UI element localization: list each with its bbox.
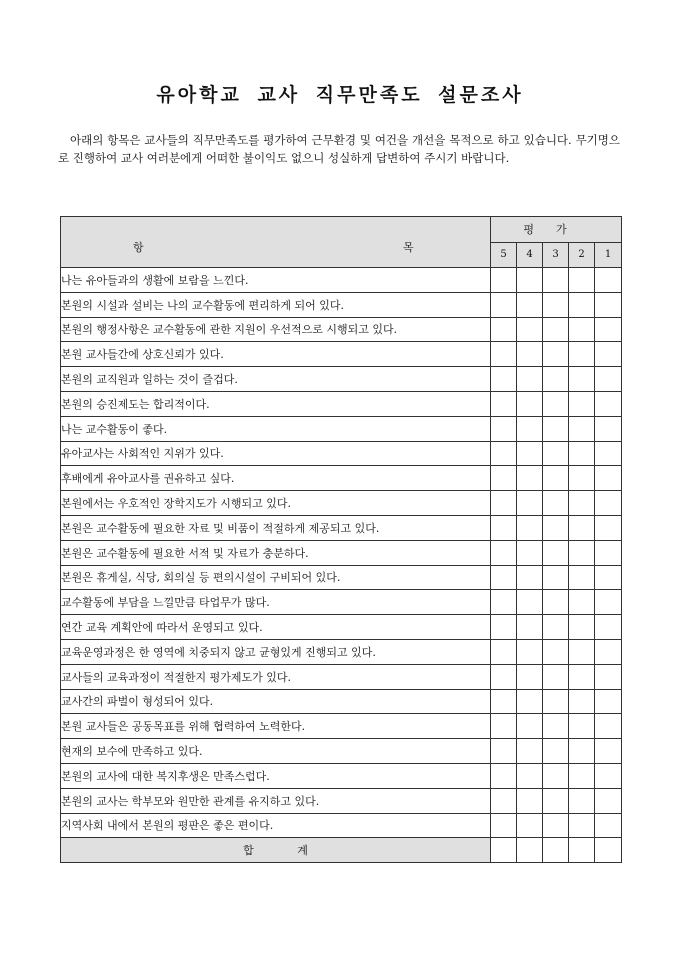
rating-box-1[interactable] — [595, 342, 622, 367]
rating-box-4[interactable] — [517, 565, 543, 590]
item-statement: 연간 교육 계획안에 따라서 운영되고 있다. — [61, 615, 491, 640]
rating-box-5[interactable] — [491, 292, 517, 317]
rating-box-2[interactable] — [569, 565, 595, 590]
survey-table — [60, 216, 622, 863]
rating-box-2[interactable] — [569, 540, 595, 565]
rating-box-2[interactable] — [569, 714, 595, 739]
rating-box-3[interactable] — [543, 441, 569, 466]
rating-box-5[interactable] — [491, 342, 517, 367]
rating-box-4[interactable] — [517, 788, 543, 813]
score-header-1: 1 — [595, 242, 622, 268]
rating-box-4[interactable] — [517, 292, 543, 317]
rating-box-2[interactable] — [569, 615, 595, 640]
rating-box-3[interactable] — [543, 540, 569, 565]
rating-box-2[interactable] — [569, 763, 595, 788]
intro-paragraph: 아래의 항목은 교사들의 직무만족도를 평가하여 근무환경 및 여건을 개선을 목적으로 하고 있습니다. 무기명으로 진행하여 교사 여러분에게 어떠한 불이익도 없으니 성실하게 답변하여 주시기 바랍니다. — [58, 133, 620, 165]
rating-box-5[interactable] — [491, 466, 517, 491]
rating-box-1[interactable] — [595, 689, 622, 714]
score-header-3: 3 — [543, 242, 569, 268]
rating-box-5[interactable] — [491, 441, 517, 466]
rating-box-4[interactable] — [517, 739, 543, 764]
rating-box-2[interactable] — [569, 739, 595, 764]
rating-box-3[interactable] — [543, 367, 569, 392]
total-box-3 — [543, 838, 569, 863]
rating-box-4[interactable] — [517, 763, 543, 788]
rating-box-1[interactable] — [595, 615, 622, 640]
rating-box-1[interactable] — [595, 788, 622, 813]
item-statement: 본원 교사들은 공동목표를 위해 협력하여 노력한다. — [61, 714, 491, 739]
rating-box-5[interactable] — [491, 565, 517, 590]
total-row — [61, 838, 622, 863]
table-row — [61, 491, 622, 516]
item-statement: 나는 유아들과의 생활에 보람을 느낀다. — [61, 268, 491, 293]
item-statement: 지역사회 내에서 본원의 평판은 좋은 편이다. — [61, 813, 491, 838]
table-row — [61, 391, 622, 416]
total-box-1 — [595, 838, 622, 863]
score-header-2: 2 — [569, 242, 595, 268]
rating-box-4[interactable] — [517, 664, 543, 689]
table-row — [61, 416, 622, 441]
rating-box-1[interactable] — [595, 664, 622, 689]
rating-box-5[interactable] — [491, 268, 517, 293]
table-row — [61, 317, 622, 342]
rating-box-2[interactable] — [569, 491, 595, 516]
rating-box-3[interactable] — [543, 763, 569, 788]
item-statement: 본원의 교직원과 일하는 것이 즐겁다. — [61, 367, 491, 392]
rating-box-5[interactable] — [491, 391, 517, 416]
page-title: 유아학교 교사 직무만족도 설문조사 — [156, 84, 524, 106]
rating-box-2[interactable] — [569, 466, 595, 491]
rating-box-5[interactable] — [491, 739, 517, 764]
rating-box-2[interactable] — [569, 813, 595, 838]
rating-box-4[interactable] — [517, 391, 543, 416]
rating-box-5[interactable] — [491, 540, 517, 565]
table-row — [61, 268, 622, 293]
header-item-right: 목 — [403, 240, 414, 254]
rating-box-5[interactable] — [491, 590, 517, 615]
rating-box-5[interactable] — [491, 788, 517, 813]
rating-box-5[interactable] — [491, 317, 517, 342]
rating-box-4[interactable] — [517, 416, 543, 441]
rating-box-4[interactable] — [517, 615, 543, 640]
rating-box-1[interactable] — [595, 292, 622, 317]
rating-box-3[interactable] — [543, 565, 569, 590]
table-row — [61, 540, 622, 565]
rating-box-2[interactable] — [569, 342, 595, 367]
rating-box-2[interactable] — [569, 515, 595, 540]
score-header-4: 4 — [517, 242, 543, 268]
rating-box-3[interactable] — [543, 515, 569, 540]
rating-box-3[interactable] — [543, 813, 569, 838]
table-row — [61, 714, 622, 739]
rating-box-5[interactable] — [491, 714, 517, 739]
item-statement: 본원은 휴게실, 식당, 회의실 등 편의시설이 구비되어 있다. — [61, 565, 491, 590]
rating-box-2[interactable] — [569, 292, 595, 317]
item-statement: 교육운영과정은 한 영역에 치중되지 않고 균형있게 진행되고 있다. — [61, 639, 491, 664]
item-statement: 교수활동에 부담을 느낄만큼 타업무가 많다. — [61, 590, 491, 615]
rating-box-5[interactable] — [491, 491, 517, 516]
rating-box-1[interactable] — [595, 268, 622, 293]
item-statement: 본원은 교수활동에 필요한 자료 및 비품이 적절하게 제공되고 있다. — [61, 515, 491, 540]
item-statement: 현재의 보수에 만족하고 있다. — [61, 739, 491, 764]
rating-box-5[interactable] — [491, 689, 517, 714]
rating-box-1[interactable] — [595, 367, 622, 392]
rating-box-4[interactable] — [517, 466, 543, 491]
table-row — [61, 342, 622, 367]
item-statement: 본원의 시설과 설비는 나의 교수활동에 편리하게 되어 있다. — [61, 292, 491, 317]
rating-box-5[interactable] — [491, 615, 517, 640]
total-box-4 — [517, 838, 543, 863]
rating-box-1[interactable] — [595, 491, 622, 516]
rating-box-4[interactable] — [517, 540, 543, 565]
item-statement: 본원의 행정사항은 교수활동에 관한 지원이 우선적으로 시행되고 있다. — [61, 317, 491, 342]
table-row — [61, 639, 622, 664]
rating-box-5[interactable] — [491, 763, 517, 788]
rating-box-1[interactable] — [595, 391, 622, 416]
table-row — [61, 763, 622, 788]
rating-box-3[interactable] — [543, 788, 569, 813]
rating-box-1[interactable] — [595, 714, 622, 739]
total-box-2 — [569, 838, 595, 863]
rating-box-2[interactable] — [569, 441, 595, 466]
item-statement: 본원은 교수활동에 필요한 서적 및 자료가 충분하다. — [61, 540, 491, 565]
item-statement: 후배에게 유아교사를 권유하고 싶다. — [61, 466, 491, 491]
table-row — [61, 565, 622, 590]
rating-box-3[interactable] — [543, 491, 569, 516]
rating-box-3[interactable] — [543, 268, 569, 293]
item-statement: 본원 교사들간에 상호신뢰가 있다. — [61, 342, 491, 367]
item-statement: 본원에서는 우호적인 장학지도가 시행되고 있다. — [61, 491, 491, 516]
rating-box-2[interactable] — [569, 416, 595, 441]
total-label: 합 계 — [61, 838, 491, 863]
rating-box-5[interactable] — [491, 664, 517, 689]
table-row — [61, 788, 622, 813]
rating-box-2[interactable] — [569, 391, 595, 416]
rating-box-3[interactable] — [543, 342, 569, 367]
rating-box-3[interactable] — [543, 714, 569, 739]
rating-box-2[interactable] — [569, 639, 595, 664]
table-row — [61, 590, 622, 615]
rating-box-2[interactable] — [569, 788, 595, 813]
rating-box-5[interactable] — [491, 515, 517, 540]
rating-box-1[interactable] — [595, 466, 622, 491]
table-row — [61, 615, 622, 640]
rating-box-1[interactable] — [595, 317, 622, 342]
item-statement: 본원의 승진제도는 합리적이다. — [61, 391, 491, 416]
rating-box-3[interactable] — [543, 416, 569, 441]
rating-box-3[interactable] — [543, 615, 569, 640]
item-statement: 나는 교수활동이 좋다. — [61, 416, 491, 441]
rating-box-4[interactable] — [517, 367, 543, 392]
rating-box-3[interactable] — [543, 292, 569, 317]
item-statement: 교사간의 파벌이 형성되어 있다. — [61, 689, 491, 714]
rating-box-5[interactable] — [491, 639, 517, 664]
rating-box-2[interactable] — [569, 590, 595, 615]
rating-box-4[interactable] — [517, 268, 543, 293]
item-column-header — [61, 217, 491, 268]
rating-box-5[interactable] — [491, 367, 517, 392]
total-box-5 — [491, 838, 517, 863]
table-row — [61, 664, 622, 689]
table-row — [61, 292, 622, 317]
item-rows — [61, 268, 622, 838]
table-row — [61, 689, 622, 714]
rating-box-3[interactable] — [543, 664, 569, 689]
rating-box-2[interactable] — [569, 268, 595, 293]
rating-box-1[interactable] — [595, 515, 622, 540]
rating-box-3[interactable] — [543, 317, 569, 342]
rating-box-4[interactable] — [517, 491, 543, 516]
rating-box-5[interactable] — [491, 813, 517, 838]
rating-box-1[interactable] — [595, 590, 622, 615]
header-item-left: 항 — [133, 240, 144, 254]
score-header-5: 5 — [491, 242, 517, 268]
table-row — [61, 441, 622, 466]
table-row — [61, 367, 622, 392]
rating-box-4[interactable] — [517, 342, 543, 367]
table-row — [61, 466, 622, 491]
rating-box-2[interactable] — [569, 689, 595, 714]
table-row — [61, 515, 622, 540]
rating-box-4[interactable] — [517, 317, 543, 342]
rating-box-3[interactable] — [543, 590, 569, 615]
rating-box-4[interactable] — [517, 714, 543, 739]
item-statement: 본원의 교사에 대한 복지후생은 만족스럽다. — [61, 763, 491, 788]
rating-box-5[interactable] — [491, 416, 517, 441]
rating-box-1[interactable] — [595, 739, 622, 764]
rating-box-3[interactable] — [543, 391, 569, 416]
rating-box-1[interactable] — [595, 565, 622, 590]
rating-box-2[interactable] — [569, 664, 595, 689]
rating-box-3[interactable] — [543, 689, 569, 714]
rating-box-4[interactable] — [517, 689, 543, 714]
table-row — [61, 813, 622, 838]
item-statement: 유아교사는 사회적인 지위가 있다. — [61, 441, 491, 466]
evaluation-header: 평가 — [491, 217, 622, 243]
rating-box-1[interactable] — [595, 416, 622, 441]
rating-box-4[interactable] — [517, 639, 543, 664]
rating-box-3[interactable] — [543, 639, 569, 664]
rating-box-4[interactable] — [517, 441, 543, 466]
rating-box-1[interactable] — [595, 441, 622, 466]
rating-box-4[interactable] — [517, 590, 543, 615]
rating-box-2[interactable] — [569, 317, 595, 342]
rating-box-4[interactable] — [517, 813, 543, 838]
item-statement: 본원의 교사는 학부모와 원만한 관계를 유지하고 있다. — [61, 788, 491, 813]
rating-box-1[interactable] — [595, 813, 622, 838]
rating-box-3[interactable] — [543, 739, 569, 764]
table-row — [61, 739, 622, 764]
rating-box-1[interactable] — [595, 540, 622, 565]
rating-box-4[interactable] — [517, 515, 543, 540]
item-statement: 교사들의 교육과정이 적절한지 평가제도가 있다. — [61, 664, 491, 689]
rating-box-2[interactable] — [569, 367, 595, 392]
rating-box-1[interactable] — [595, 763, 622, 788]
rating-box-1[interactable] — [595, 639, 622, 664]
rating-box-3[interactable] — [543, 466, 569, 491]
